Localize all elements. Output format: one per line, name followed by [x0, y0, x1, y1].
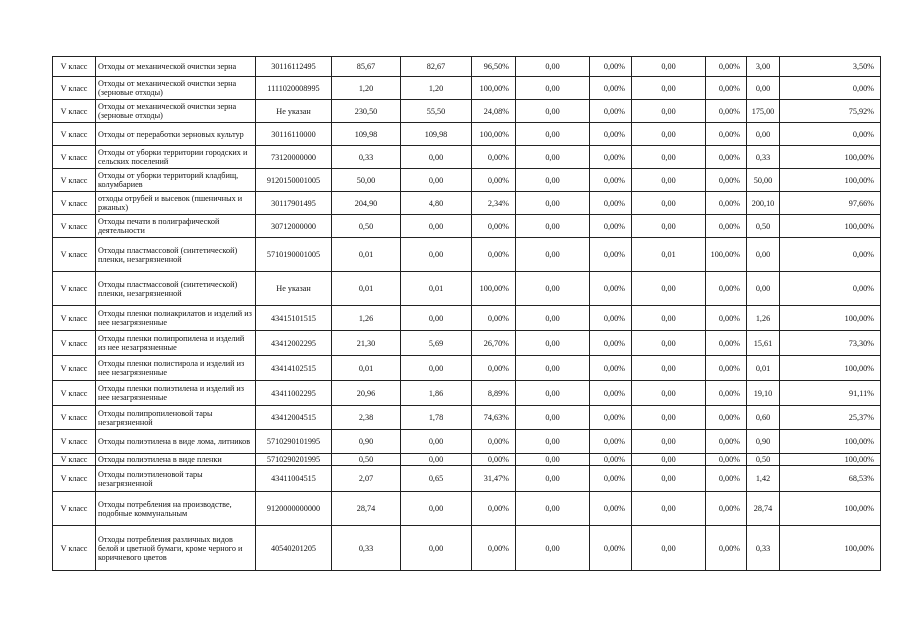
total-amount-cell: 1,20: [332, 77, 401, 100]
amount-3-cell: 0,00: [632, 430, 706, 454]
total-amount-cell: 0,90: [332, 430, 401, 454]
amount-1-cell: 0,00: [401, 454, 472, 466]
waste-name-cell: Отходы полипропиленовой тары незагрязненной: [96, 406, 256, 430]
share-1-cell: 100,00%: [472, 123, 516, 146]
share-2-cell: 0,00%: [590, 238, 632, 272]
table-row: [53, 492, 881, 526]
fkko-code-cell: 30116110000: [256, 123, 332, 146]
waste-name-cell: Отходы полиэтилена в виде лома, литников: [96, 430, 256, 454]
fkko-code-cell: 9120150001005: [256, 169, 332, 192]
waste-name-cell: Отходы от механической очистки зерна (зерновые отходы): [96, 77, 256, 100]
amount-2-cell: 0,00: [516, 272, 590, 306]
amount-4-cell: 3,00: [747, 57, 780, 77]
share-3-cell: 0,00%: [706, 192, 747, 215]
table-row: [53, 356, 881, 381]
share-3-cell: 0,00%: [706, 430, 747, 454]
class-cell: V класс: [53, 57, 96, 77]
amount-2-cell: 0,00: [516, 466, 590, 492]
total-amount-cell: 109,98: [332, 123, 401, 146]
amount-4-cell: 175,00: [747, 100, 780, 123]
table-body: [53, 57, 881, 571]
fkko-code-cell: 43415101515: [256, 306, 332, 331]
waste-name-cell: Отходы полиэтиленовой тары незагрязненной: [96, 466, 256, 492]
fkko-code-cell: 5710290101995: [256, 430, 332, 454]
amount-2-cell: 0,00: [516, 169, 590, 192]
amount-2-cell: 0,00: [516, 306, 590, 331]
share-2-cell: 0,00%: [590, 306, 632, 331]
amount-1-cell: 0,00: [401, 169, 472, 192]
table-row: [53, 406, 881, 430]
fkko-code-cell: 40540201205: [256, 526, 332, 571]
share-2-cell: 0,00%: [590, 406, 632, 430]
total-amount-cell: 0,01: [332, 272, 401, 306]
fkko-code-cell: 30116112495: [256, 57, 332, 77]
amount-4-cell: 28,74: [747, 492, 780, 526]
amount-2-cell: 0,00: [516, 381, 590, 406]
amount-4-cell: 0,50: [747, 454, 780, 466]
amount-3-cell: 0,00: [632, 526, 706, 571]
total-amount-cell: 21,30: [332, 331, 401, 356]
table-row: [53, 77, 881, 100]
share-2-cell: 0,00%: [590, 356, 632, 381]
total-amount-cell: 0,50: [332, 454, 401, 466]
share-2-cell: 0,00%: [590, 146, 632, 169]
share-2-cell: 0,00%: [590, 215, 632, 238]
share-2-cell: 0,00%: [590, 466, 632, 492]
share-3-cell: 0,00%: [706, 492, 747, 526]
fkko-code-cell: 9120000000000: [256, 492, 332, 526]
share-1-cell: 0,00%: [472, 356, 516, 381]
share-4-cell: 75,92%: [780, 100, 881, 123]
share-2-cell: 0,00%: [590, 123, 632, 146]
share-4-cell: 100,00%: [780, 215, 881, 238]
amount-3-cell: 0,00: [632, 169, 706, 192]
amount-3-cell: 0,00: [632, 146, 706, 169]
amount-2-cell: 0,00: [516, 57, 590, 77]
amount-4-cell: 0,90: [747, 430, 780, 454]
total-amount-cell: 2,07: [332, 466, 401, 492]
amount-1-cell: 0,00: [401, 492, 472, 526]
class-cell: V класс: [53, 215, 96, 238]
waste-name-cell: Отходы пленки полистирола и изделий из нее незагрязненные: [96, 356, 256, 381]
amount-4-cell: 15,61: [747, 331, 780, 356]
amount-4-cell: 50,00: [747, 169, 780, 192]
table-row: [53, 430, 881, 454]
amount-2-cell: 0,00: [516, 356, 590, 381]
fkko-code-cell: 43411002295: [256, 381, 332, 406]
total-amount-cell: 2,38: [332, 406, 401, 430]
fkko-code-cell: 1111020008995: [256, 77, 332, 100]
amount-2-cell: 0,00: [516, 192, 590, 215]
share-3-cell: 0,00%: [706, 146, 747, 169]
amount-4-cell: 0,00: [747, 123, 780, 146]
table-row: [53, 123, 881, 146]
share-3-cell: 0,00%: [706, 526, 747, 571]
amount-4-cell: 0,50: [747, 215, 780, 238]
total-amount-cell: 85,67: [332, 57, 401, 77]
amount-1-cell: 5,69: [401, 331, 472, 356]
share-4-cell: 68,53%: [780, 466, 881, 492]
amount-2-cell: 0,00: [516, 526, 590, 571]
class-cell: V класс: [53, 526, 96, 571]
amount-4-cell: 0,00: [747, 77, 780, 100]
table-row: [53, 192, 881, 215]
amount-2-cell: 0,00: [516, 77, 590, 100]
share-4-cell: 100,00%: [780, 430, 881, 454]
share-1-cell: 26,70%: [472, 331, 516, 356]
share-3-cell: 0,00%: [706, 454, 747, 466]
fkko-code-cell: Не указан: [256, 272, 332, 306]
waste-name-cell: Отходы потребления на производстве, подобные коммунальным: [96, 492, 256, 526]
class-cell: V класс: [53, 466, 96, 492]
amount-4-cell: 0,33: [747, 146, 780, 169]
share-4-cell: 25,37%: [780, 406, 881, 430]
table-row: [53, 169, 881, 192]
amount-3-cell: 0,00: [632, 192, 706, 215]
share-1-cell: 0,00%: [472, 169, 516, 192]
fkko-code-cell: 43412004515: [256, 406, 332, 430]
class-cell: V класс: [53, 306, 96, 331]
amount-1-cell: 0,65: [401, 466, 472, 492]
share-1-cell: 8,89%: [472, 381, 516, 406]
waste-table: [52, 56, 881, 571]
share-3-cell: 0,00%: [706, 381, 747, 406]
share-2-cell: 0,00%: [590, 331, 632, 356]
waste-name-cell: Отходы от переработки зерновых культур: [96, 123, 256, 146]
amount-1-cell: 82,67: [401, 57, 472, 77]
amount-2-cell: 0,00: [516, 331, 590, 356]
share-2-cell: 0,00%: [590, 381, 632, 406]
table-row: [53, 381, 881, 406]
share-1-cell: 100,00%: [472, 77, 516, 100]
amount-3-cell: 0,00: [632, 466, 706, 492]
share-4-cell: 100,00%: [780, 356, 881, 381]
amount-4-cell: 1,42: [747, 466, 780, 492]
class-cell: V класс: [53, 381, 96, 406]
class-cell: V класс: [53, 123, 96, 146]
share-3-cell: 0,00%: [706, 215, 747, 238]
waste-name-cell: Отходы от механической очистки зерна: [96, 57, 256, 77]
amount-1-cell: 0,00: [401, 430, 472, 454]
share-2-cell: 0,00%: [590, 57, 632, 77]
amount-1-cell: 109,98: [401, 123, 472, 146]
table-row: [53, 100, 881, 123]
share-2-cell: 0,00%: [590, 492, 632, 526]
share-2-cell: 0,00%: [590, 169, 632, 192]
waste-name-cell: Отходы пластмассовой (синтетической) пленки, незагрязненной: [96, 238, 256, 272]
table-row: [53, 466, 881, 492]
amount-3-cell: 0,00: [632, 100, 706, 123]
share-2-cell: 0,00%: [590, 77, 632, 100]
total-amount-cell: 0,33: [332, 146, 401, 169]
amount-3-cell: 0,00: [632, 272, 706, 306]
waste-name-cell: Отходы от уборки территорий кладбищ, колумбариев: [96, 169, 256, 192]
share-4-cell: 100,00%: [780, 169, 881, 192]
amount-2-cell: 0,00: [516, 215, 590, 238]
share-4-cell: 100,00%: [780, 492, 881, 526]
fkko-code-cell: 43414102515: [256, 356, 332, 381]
share-3-cell: 0,00%: [706, 123, 747, 146]
total-amount-cell: 0,50: [332, 215, 401, 238]
share-1-cell: 31,47%: [472, 466, 516, 492]
amount-4-cell: 0,60: [747, 406, 780, 430]
share-1-cell: 0,00%: [472, 430, 516, 454]
amount-3-cell: 0,00: [632, 77, 706, 100]
amount-1-cell: 1,78: [401, 406, 472, 430]
amount-3-cell: 0,00: [632, 492, 706, 526]
class-cell: V класс: [53, 430, 96, 454]
amount-1-cell: 1,20: [401, 77, 472, 100]
class-cell: V класс: [53, 406, 96, 430]
fkko-code-cell: 43411004515: [256, 466, 332, 492]
amount-1-cell: 0,00: [401, 215, 472, 238]
total-amount-cell: 0,01: [332, 238, 401, 272]
share-3-cell: 0,00%: [706, 466, 747, 492]
amount-1-cell: 0,00: [401, 146, 472, 169]
share-1-cell: 24,08%: [472, 100, 516, 123]
share-2-cell: 0,00%: [590, 526, 632, 571]
amount-2-cell: 0,00: [516, 100, 590, 123]
share-1-cell: 0,00%: [472, 215, 516, 238]
share-1-cell: 0,00%: [472, 146, 516, 169]
total-amount-cell: 1,26: [332, 306, 401, 331]
amount-4-cell: 0,00: [747, 238, 780, 272]
share-4-cell: 100,00%: [780, 146, 881, 169]
total-amount-cell: 50,00: [332, 169, 401, 192]
waste-name-cell: Отходы пленки полиакрилатов и изделий из нее незагрязненные: [96, 306, 256, 331]
share-1-cell: 96,50%: [472, 57, 516, 77]
amount-1-cell: 0,00: [401, 356, 472, 381]
amount-3-cell: 0,00: [632, 454, 706, 466]
share-4-cell: 73,30%: [780, 331, 881, 356]
share-1-cell: 0,00%: [472, 526, 516, 571]
amount-4-cell: 1,26: [747, 306, 780, 331]
share-3-cell: 0,00%: [706, 77, 747, 100]
amount-1-cell: 0,01: [401, 272, 472, 306]
share-4-cell: 0,00%: [780, 123, 881, 146]
share-3-cell: 0,00%: [706, 331, 747, 356]
amount-2-cell: 0,00: [516, 123, 590, 146]
share-4-cell: 0,00%: [780, 238, 881, 272]
class-cell: V класс: [53, 146, 96, 169]
share-4-cell: 100,00%: [780, 306, 881, 331]
amount-3-cell: 0,00: [632, 406, 706, 430]
amount-4-cell: 0,01: [747, 356, 780, 381]
amount-1-cell: 55,50: [401, 100, 472, 123]
share-3-cell: 0,00%: [706, 272, 747, 306]
share-4-cell: 100,00%: [780, 526, 881, 571]
amount-3-cell: 0,00: [632, 331, 706, 356]
fkko-code-cell: 73120000000: [256, 146, 332, 169]
share-4-cell: 0,00%: [780, 272, 881, 306]
amount-1-cell: 0,00: [401, 238, 472, 272]
amount-1-cell: 1,86: [401, 381, 472, 406]
amount-3-cell: 0,00: [632, 123, 706, 146]
amount-2-cell: 0,00: [516, 406, 590, 430]
waste-name-cell: Отходы пленки полипропилена и изделий из нее незагрязненные: [96, 331, 256, 356]
total-amount-cell: 0,33: [332, 526, 401, 571]
share-4-cell: 97,66%: [780, 192, 881, 215]
amount-2-cell: 0,00: [516, 454, 590, 466]
table-row: [53, 331, 881, 356]
share-2-cell: 0,00%: [590, 192, 632, 215]
waste-name-cell: отходы отрубей и высевок (пшеничных и ржаных): [96, 192, 256, 215]
class-cell: V класс: [53, 169, 96, 192]
class-cell: V класс: [53, 100, 96, 123]
table-row: [53, 238, 881, 272]
amount-4-cell: 0,00: [747, 272, 780, 306]
class-cell: V класс: [53, 238, 96, 272]
share-3-cell: 100,00%: [706, 238, 747, 272]
amount-1-cell: 0,00: [401, 306, 472, 331]
table-row: [53, 306, 881, 331]
total-amount-cell: 28,74: [332, 492, 401, 526]
share-1-cell: 100,00%: [472, 272, 516, 306]
table-row: [53, 57, 881, 77]
amount-3-cell: 0,00: [632, 306, 706, 331]
share-3-cell: 0,00%: [706, 406, 747, 430]
amount-2-cell: 0,00: [516, 492, 590, 526]
total-amount-cell: 204,90: [332, 192, 401, 215]
share-1-cell: 0,00%: [472, 454, 516, 466]
fkko-code-cell: 43412002295: [256, 331, 332, 356]
class-cell: V класс: [53, 356, 96, 381]
amount-4-cell: 200,10: [747, 192, 780, 215]
amount-2-cell: 0,00: [516, 430, 590, 454]
table-row: [53, 215, 881, 238]
table-row: [53, 526, 881, 571]
share-3-cell: 0,00%: [706, 57, 747, 77]
share-1-cell: 0,00%: [472, 492, 516, 526]
waste-name-cell: Отходы пластмассовой (синтетической) пленки, незагрязненной: [96, 272, 256, 306]
share-1-cell: 74,63%: [472, 406, 516, 430]
amount-1-cell: 4,80: [401, 192, 472, 215]
amount-4-cell: 0,33: [747, 526, 780, 571]
fkko-code-cell: 30117901495: [256, 192, 332, 215]
share-4-cell: 100,00%: [780, 454, 881, 466]
waste-name-cell: Отходы печати в полиграфической деятельности: [96, 215, 256, 238]
amount-4-cell: 19,10: [747, 381, 780, 406]
share-3-cell: 0,00%: [706, 169, 747, 192]
amount-3-cell: 0,00: [632, 215, 706, 238]
amount-3-cell: 0,00: [632, 381, 706, 406]
share-4-cell: 91,11%: [780, 381, 881, 406]
waste-name-cell: Отходы от механической очистки зерна (зерновые отходы): [96, 100, 256, 123]
amount-3-cell: 0,00: [632, 356, 706, 381]
share-4-cell: 3,50%: [780, 57, 881, 77]
fkko-code-cell: 30712000000: [256, 215, 332, 238]
waste-name-cell: Отходы от уборки территории городских и сельских поселений: [96, 146, 256, 169]
class-cell: V класс: [53, 492, 96, 526]
share-2-cell: 0,00%: [590, 454, 632, 466]
total-amount-cell: 0,01: [332, 356, 401, 381]
fkko-code-cell: 5710190001005: [256, 238, 332, 272]
share-2-cell: 0,00%: [590, 100, 632, 123]
class-cell: V класс: [53, 192, 96, 215]
share-3-cell: 0,00%: [706, 306, 747, 331]
waste-name-cell: Отходы пленки полиэтилена и изделий из нее незагрязненные: [96, 381, 256, 406]
share-2-cell: 0,00%: [590, 272, 632, 306]
class-cell: V класс: [53, 272, 96, 306]
share-3-cell: 0,00%: [706, 100, 747, 123]
class-cell: V класс: [53, 331, 96, 356]
fkko-code-cell: Не указан: [256, 100, 332, 123]
share-4-cell: 0,00%: [780, 77, 881, 100]
share-1-cell: 0,00%: [472, 306, 516, 331]
total-amount-cell: 230,50: [332, 100, 401, 123]
table-row: [53, 146, 881, 169]
share-1-cell: 0,00%: [472, 238, 516, 272]
amount-3-cell: 0,00: [632, 57, 706, 77]
amount-3-cell: 0,01: [632, 238, 706, 272]
share-2-cell: 0,00%: [590, 430, 632, 454]
class-cell: V класс: [53, 77, 96, 100]
waste-name-cell: Отходы потребления различных видов белой и цветной бумаги, кроме черного и коричневого цветов: [96, 526, 256, 571]
amount-2-cell: 0,00: [516, 238, 590, 272]
class-cell: V класс: [53, 454, 96, 466]
table-row: [53, 272, 881, 306]
amount-2-cell: 0,00: [516, 146, 590, 169]
share-1-cell: 2,34%: [472, 192, 516, 215]
amount-1-cell: 0,00: [401, 526, 472, 571]
table-row: [53, 454, 881, 466]
share-3-cell: 0,00%: [706, 356, 747, 381]
fkko-code-cell: 5710290201995: [256, 454, 332, 466]
total-amount-cell: 20,96: [332, 381, 401, 406]
waste-name-cell: Отходы полиэтилена в виде пленки: [96, 454, 256, 466]
